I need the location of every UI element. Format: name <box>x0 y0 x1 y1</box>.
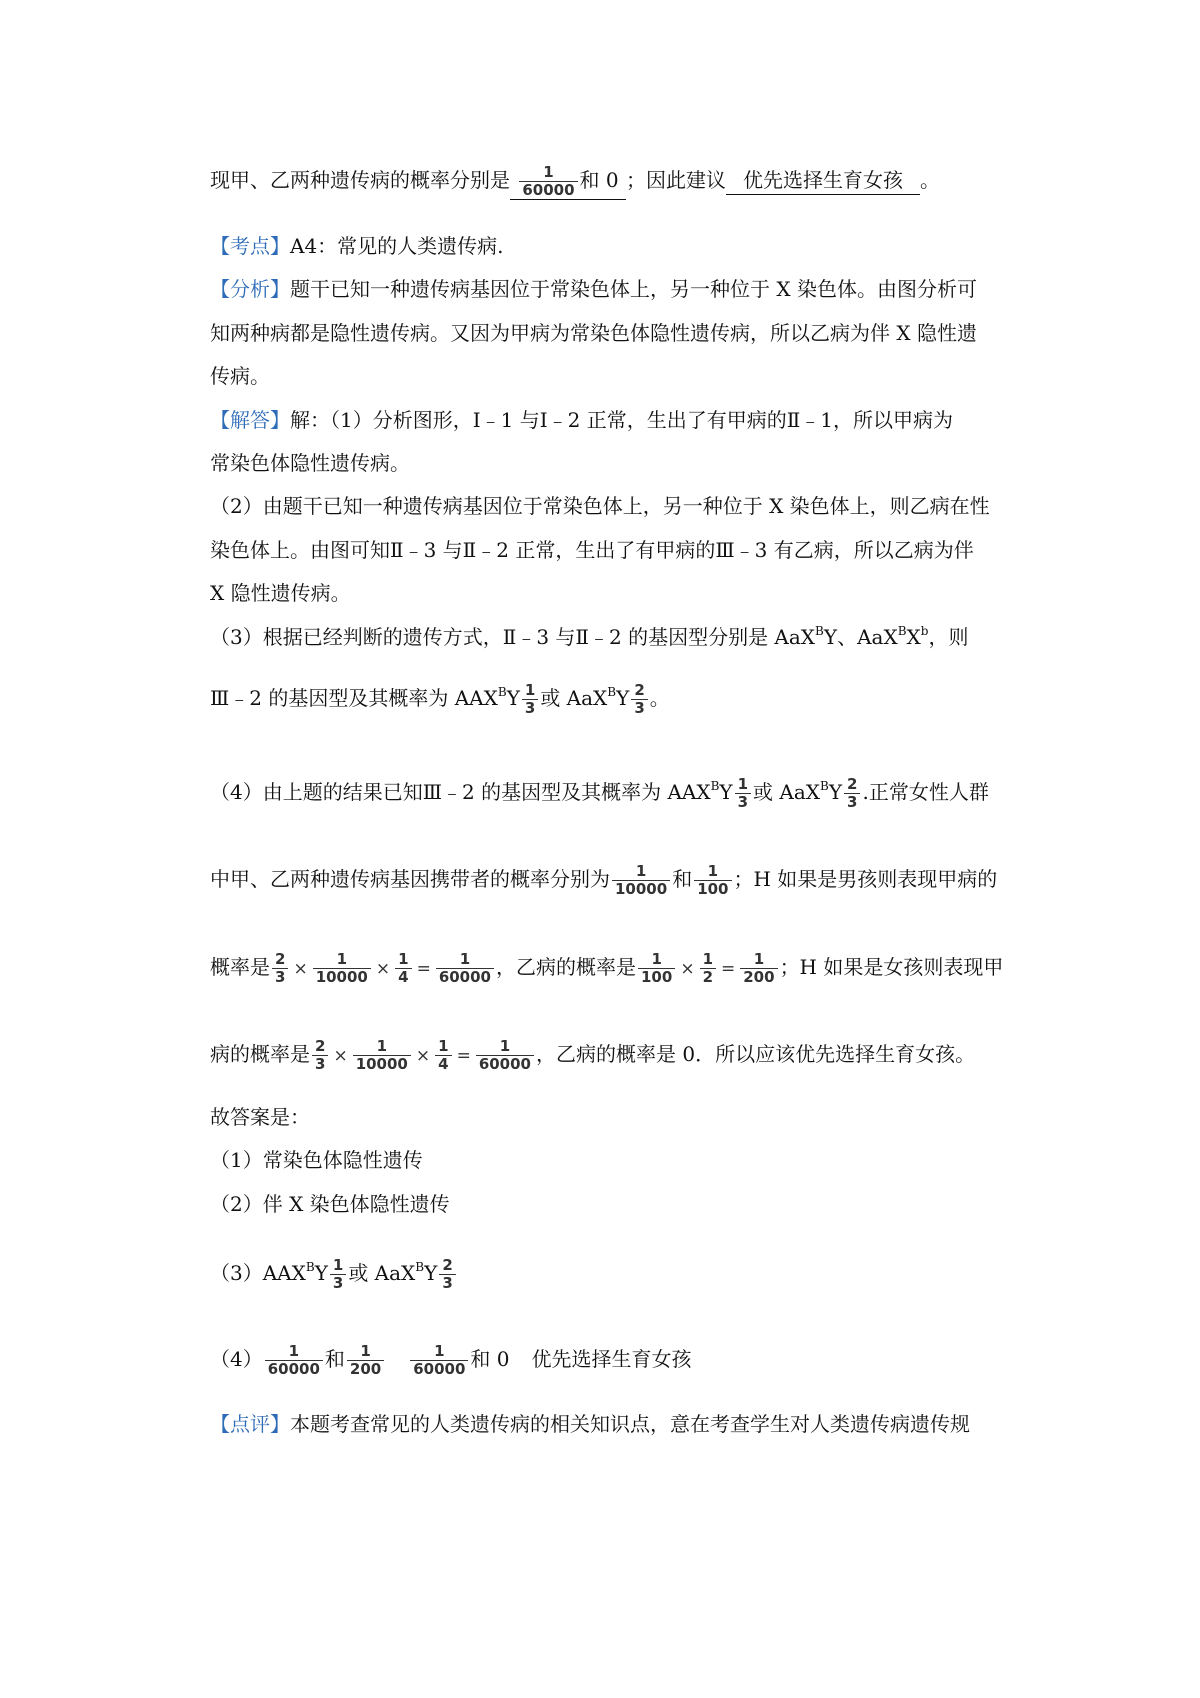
jieda-line-9: 中甲、乙两种遗传病基因携带者的概率分别为 $\frac{1}{10000}$ 和 $\frac{1}{100}$ ；H 如果是男孩则表现甲病的 <box>210 862 998 898</box>
fraction: $\frac{2}{3}$ <box>844 776 860 811</box>
answer-2: （2）伴 X 染色体隐性遗传 <box>210 1192 450 1216</box>
fraction: $\frac{1}{3}$ <box>522 682 538 717</box>
fraction: $\frac{1}{3}$ <box>735 776 751 811</box>
fraction: $\frac{1}{100}$ <box>694 863 731 898</box>
fenxi-tag: 【分析】 <box>210 277 290 301</box>
answer-1: （1）常染色体隐性遗传 <box>210 1148 423 1172</box>
text: ；因此建议 <box>626 168 726 192</box>
fraction: $\frac{1}{60000}$ <box>519 164 577 199</box>
kaodian-tag: 【考点】 <box>210 234 290 258</box>
dianping-tag: 【点评】 <box>210 1412 290 1436</box>
underlined-answer: $\frac{1}{60000}$ 和 0 <box>510 164 626 200</box>
answer-4: （4） $\frac{1}{60000}$ 和 $\frac{1}{200}$ $\frac{1}{60000}$ 和 0 优先选择生育女孩 <box>210 1342 692 1378</box>
text: 现甲、乙两种遗传病的概率分别是 <box>210 168 510 192</box>
jieda-line-11: 病的概率是 $\frac{2}{3}$ × $\frac{1}{10000}$ × $\frac{1}{4}$ = $\frac{1}{60000}$ ，乙病的概率是 0．所以应该优先选择生育女孩。 <box>210 1037 976 1073</box>
jieda-line-2: 常染色体隐性遗传病。 <box>210 451 410 475</box>
jieda-tag: 【解答】 <box>210 408 290 432</box>
underlined-answer: 优先选择生育女孩 <box>726 166 920 195</box>
kaodian-line: 【考点】A4：常见的人类遗传病. <box>210 234 504 258</box>
dianping-line: 【点评】本题考查常见的人类遗传病的相关知识点，意在考查学生对人类遗传病遗传规 <box>210 1412 970 1436</box>
answer-3: $(3)AAX^BY$ $\frac{1}{3}$ 或 AaX$^B$Y $\frac{2}{3}$ <box>210 1257 458 1292</box>
jieda-line-5: X 隐性遗传病。 <box>210 581 351 605</box>
jieda-line-1: 【解答】解：（1）分析图形，Ⅰ﹣1 与Ⅰ﹣2 正常，生出了有甲病的Ⅱ﹣1，所以甲病为 <box>210 408 954 432</box>
fenxi-line-2: 知两种病都是隐性遗传病。又因为甲病为常染色体隐性遗传病，所以乙病为伴 X 隐性遗 <box>210 321 977 345</box>
jieda-line-3: （2）由题干已知一种遗传病基因位于常染色体上，另一种位于 X 染色体上，则乙病在性 <box>210 494 990 518</box>
jieda-line-6: （3）根据已经判断的遗传方式，Ⅱ﹣3 与Ⅱ﹣2 的基因型分别是 AaX$^B$Y、$AaX^BX^b$，则 <box>210 624 969 649</box>
jieda-line-4: 染色体上。由图可知Ⅱ﹣3 与Ⅱ﹣2 正常，生出了有甲病的Ⅲ﹣3 有乙病，所以乙病为伴 <box>210 538 974 562</box>
fraction: $\frac{1}{10000}$ <box>612 863 670 898</box>
fenxi-line-1: 【分析】题干已知一种遗传病基因位于常染色体上，另一种位于 X 染色体。由图分析可 <box>210 277 977 301</box>
jieda-line-10: 概率是 $\frac{2}{3}$ × $\frac{1}{10000}$ × $\frac{1}{4}$ = $\frac{1}{60000}$ ，乙病的概率是 $\frac{1}{100}$ × $\frac{1}{2}$ = $\frac{1}{200}$ ；H 如果是女孩则表现甲 <box>210 950 1004 986</box>
answers-intro: 故答案是： <box>210 1105 310 1129</box>
fraction: $\frac{2}{3}$ <box>631 682 647 717</box>
jieda-line-8: （4）由上题的结果已知Ⅲ﹣2 的基因型及其概率为 $AAX^BY$ $\frac{1}{3}$ 或 AaX$^B$Y $\frac{2}{3}$ .正常女性人群 <box>210 775 989 811</box>
answer-line-1: 现甲、乙两种遗传病的概率分别是 $\frac{1}{60000}$ 和 0 ；因此建议 优先选择生育女孩 。 <box>210 163 940 199</box>
fenxi-line-3: 传病。 <box>210 364 270 388</box>
jieda-line-7: Ⅲ﹣2 的基因型及其概率为 $AAX^BY$ $\frac{1}{3}$ 或 AaX$^B$Y $\frac{2}{3}$ 。 <box>210 681 670 717</box>
